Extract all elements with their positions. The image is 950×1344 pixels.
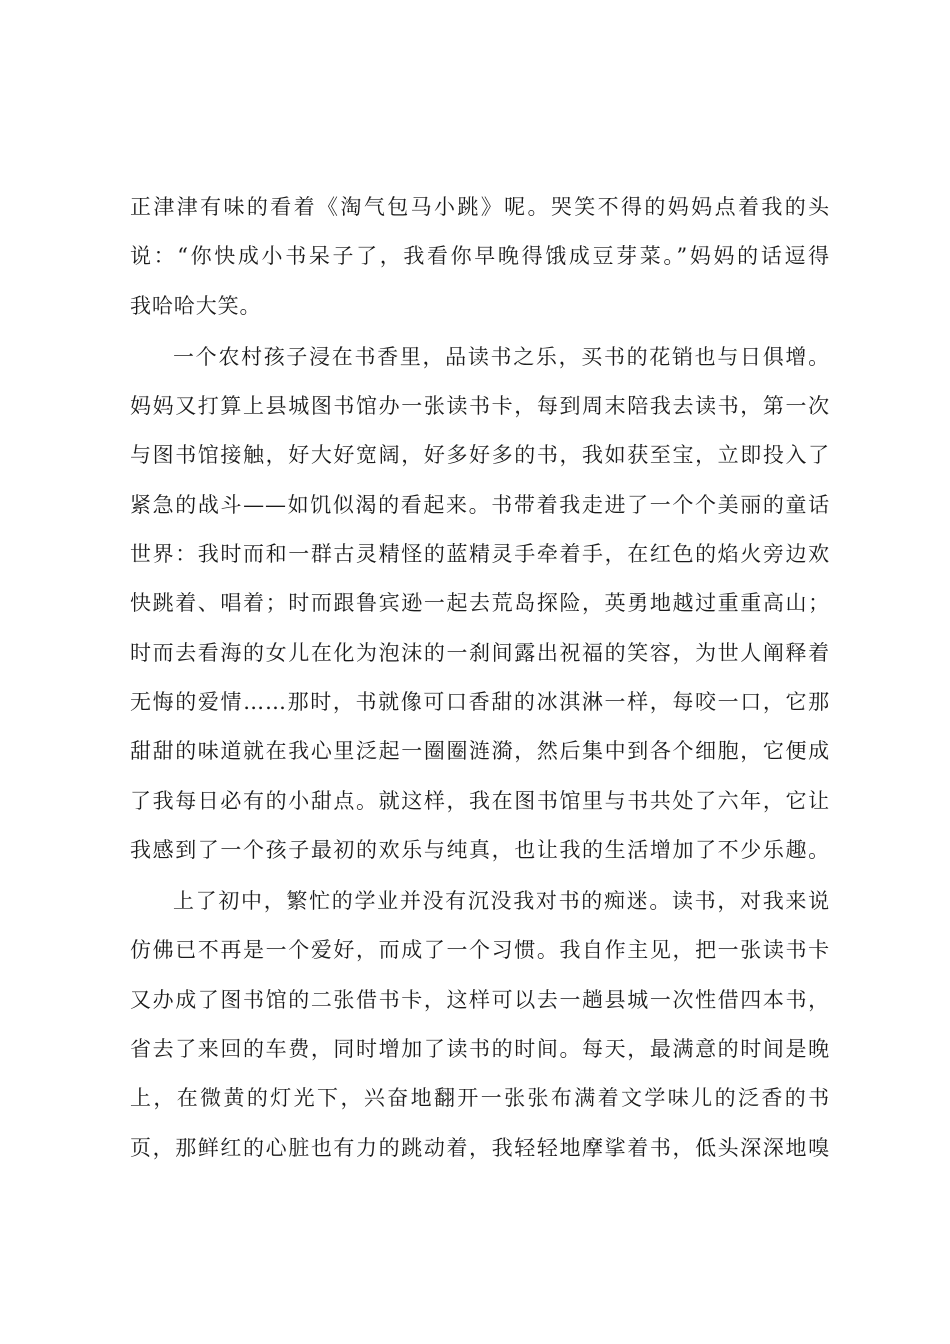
text-line: 甜甜的味道就在我心里泛起一圈圈涟漪，然后集中到各个细胞，它便成 [130,739,830,764]
text-line: 仿佛已不再是一个爱好，而成了一个习惯。我自作主见，把一张读书卡 [130,938,830,963]
text-line: 无悔的爱情……那时，书就像可口香甜的冰淇淋一样，每咬一口，它那 [130,689,830,714]
text-line: 页，那鲜红的心脏也有力的跳动着，我轻轻地摩挲着书，低头深深地嗅 [130,1135,830,1160]
text-line: 了我每日必有的小甜点。就这样，我在图书馆里与书共处了六年，它让 [130,788,830,813]
text-line: 说：“你快成小书呆子了，我看你早晚得饿成豆芽菜。”妈妈的话逗得 [130,244,830,269]
text-line: 正津津有味的看着《淘气包马小跳》呢。哭笑不得的妈妈点着我的头 [130,195,830,219]
text-line: 快跳着、唱着；时而跟鲁宾逊一起去荒岛探险，英勇地越过重重高山； [130,591,830,616]
text-line: 时而去看海的女儿在化为泡沫的一刹间露出祝福的笑容，为世人阐释着 [130,640,830,665]
text-line: 省去了来回的车费，同时增加了读书的时间。每天，最满意的时间是晚 [130,1037,830,1062]
document-body [130,183,830,1175]
paragraph-3 [130,877,830,1173]
text-line: 妈妈又打算上县城图书馆办一张读书卡，每到周末陪我去读书，第一次 [130,394,830,419]
paragraph-1 [130,183,830,331]
text-line: 上了初中，繁忙的学业并没有沉没我对书的痴迷。读书，对我来说 [173,889,830,914]
text-line: 紧急的战斗——如饥似渴的看起来。书带着我走进了一个个美丽的童话 [130,492,830,517]
text-line: 世界：我时而和一群古灵精怪的蓝精灵手牵着手，在红色的焰火旁边欢 [130,542,830,567]
text-line: 上，在微黄的灯光下，兴奋地翻开一张张布满着文学味儿的泛香的书 [130,1086,830,1111]
text-line: 我感到了一个孩子最初的欢乐与纯真，也让我的生活增加了不少乐趣。 [130,837,830,862]
text-line: 又办成了图书馆的二张借书卡，这样可以去一趟县城一次性借四本书， [130,987,830,1012]
text-line: 与图书馆接触，好大好宽阔，好多好多的书，我如获至宝，立即投入了 [130,443,830,468]
paragraph-2 [130,333,830,875]
text-line: 我哈哈大笑。 [130,293,262,318]
text-line: 一个农村孩子浸在书香里，品读书之乐，买书的花销也与日俱增。 [173,344,830,369]
